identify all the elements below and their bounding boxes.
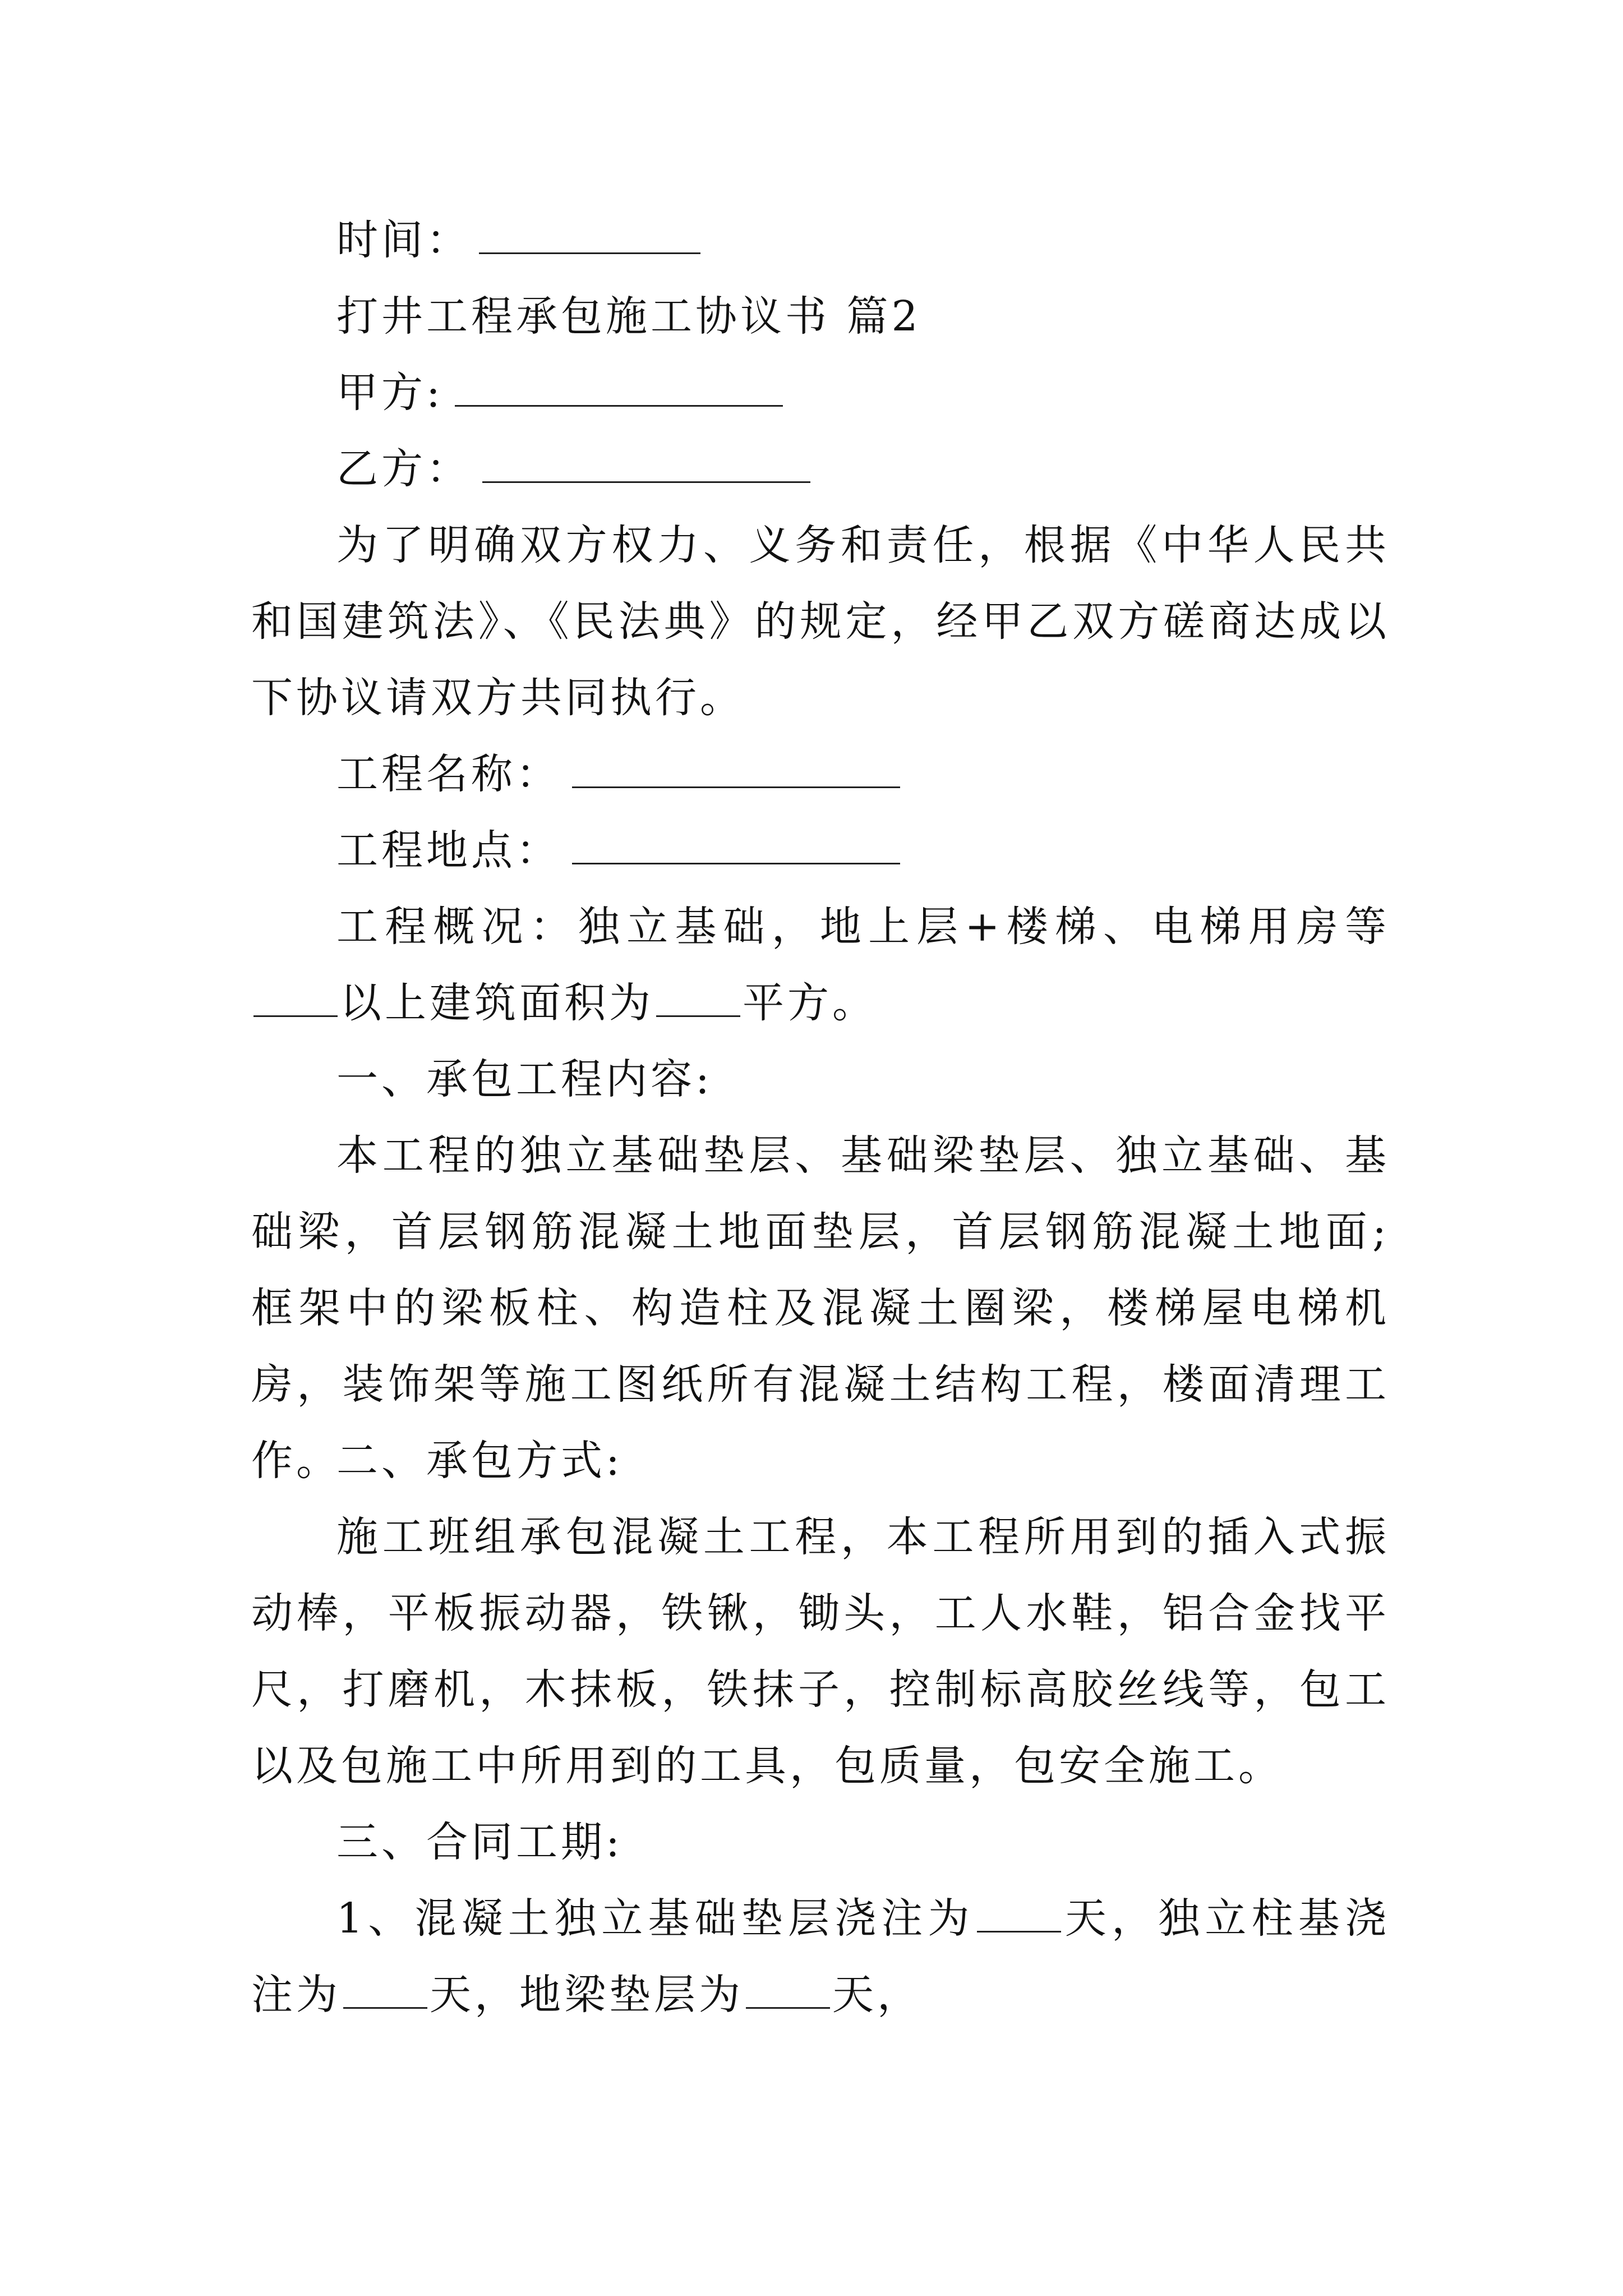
party-b-blank (482, 448, 810, 483)
time-blank (479, 219, 700, 254)
document-body (251, 202, 1390, 2033)
item1-blank-2 (343, 1973, 427, 2009)
item1-blank-1 (977, 1897, 1061, 1932)
document-title: 打井工程承包施工协议书 篇2 (336, 292, 921, 341)
time-label: 时间： (336, 216, 471, 264)
overview-text-1: 工程概况：独立基础，地上层+楼梯、电梯用房等 (336, 903, 1390, 951)
party-a-label: 甲方: (336, 369, 444, 417)
section1-body: 本工程的独立基础垫层、基础梁垫层、独立基础、基础梁，首层钢筋混凝土地面垫层，首层钢筋混凝土地面;框架中的梁板柱、构造柱及混凝土圈梁，楼梯屋电梯机房，装饰架等施工图纸所有混凝土结构工程，楼面清理工作。 (251, 1131, 1390, 1485)
section1-heading: 一、承包工程内容: (336, 1055, 713, 1103)
party-a-line (251, 355, 1390, 431)
overview-text-2: 以上建筑面积为 (340, 979, 654, 1027)
project-location-label: 工程地点： (336, 826, 561, 875)
project-name-label: 工程名称： (336, 750, 561, 798)
project-name-line (251, 736, 1390, 812)
party-b-line (251, 431, 1390, 507)
section3-heading: 三、合同工期: (336, 1818, 623, 1866)
intro-paragraph: 为了明确双方权力、义务和责任，根据《中华人民共和国建筑法》、《民法典》的规定，经甲乙双方磋商达成以下协议请双方共同执行。 (251, 521, 1390, 722)
section2-heading: 二、承包方式: (336, 1437, 623, 1485)
project-location-line (251, 812, 1390, 889)
item1-text-2: 天，独立柱基浇注为 (251, 1894, 1390, 2019)
party-a-blank (455, 371, 783, 407)
overview-blank-2 (656, 982, 740, 1017)
project-name-blank (572, 753, 900, 788)
item1-text-1: 1、混凝土独立基础垫层浇注为 (336, 1894, 975, 1943)
item1-blank-3 (746, 1973, 830, 2009)
section2-body: 施工班组承包混凝土工程，本工程所用到的插入式振动棒，平板振动器，铁锹，锄头，工人水鞋，铝合金找平尺，打磨机，木抹板，铁抹子，控制标高胶丝线等，包工以及包施工中所用到的工具，包质量，包安全施工。 (251, 1513, 1390, 1790)
overview-blank-1 (253, 982, 338, 1017)
time-line (251, 202, 1390, 278)
item1-text-4: 天， (832, 1971, 922, 2019)
item1-text-3: 天，地梁垫层为 (430, 1971, 744, 2019)
overview-paragraph (251, 889, 1390, 1041)
party-b-label: 乙方： (336, 445, 471, 493)
schedule-item-1 (251, 1880, 1390, 2033)
project-location-blank (572, 829, 900, 864)
overview-text-3: 平方。 (743, 979, 877, 1027)
